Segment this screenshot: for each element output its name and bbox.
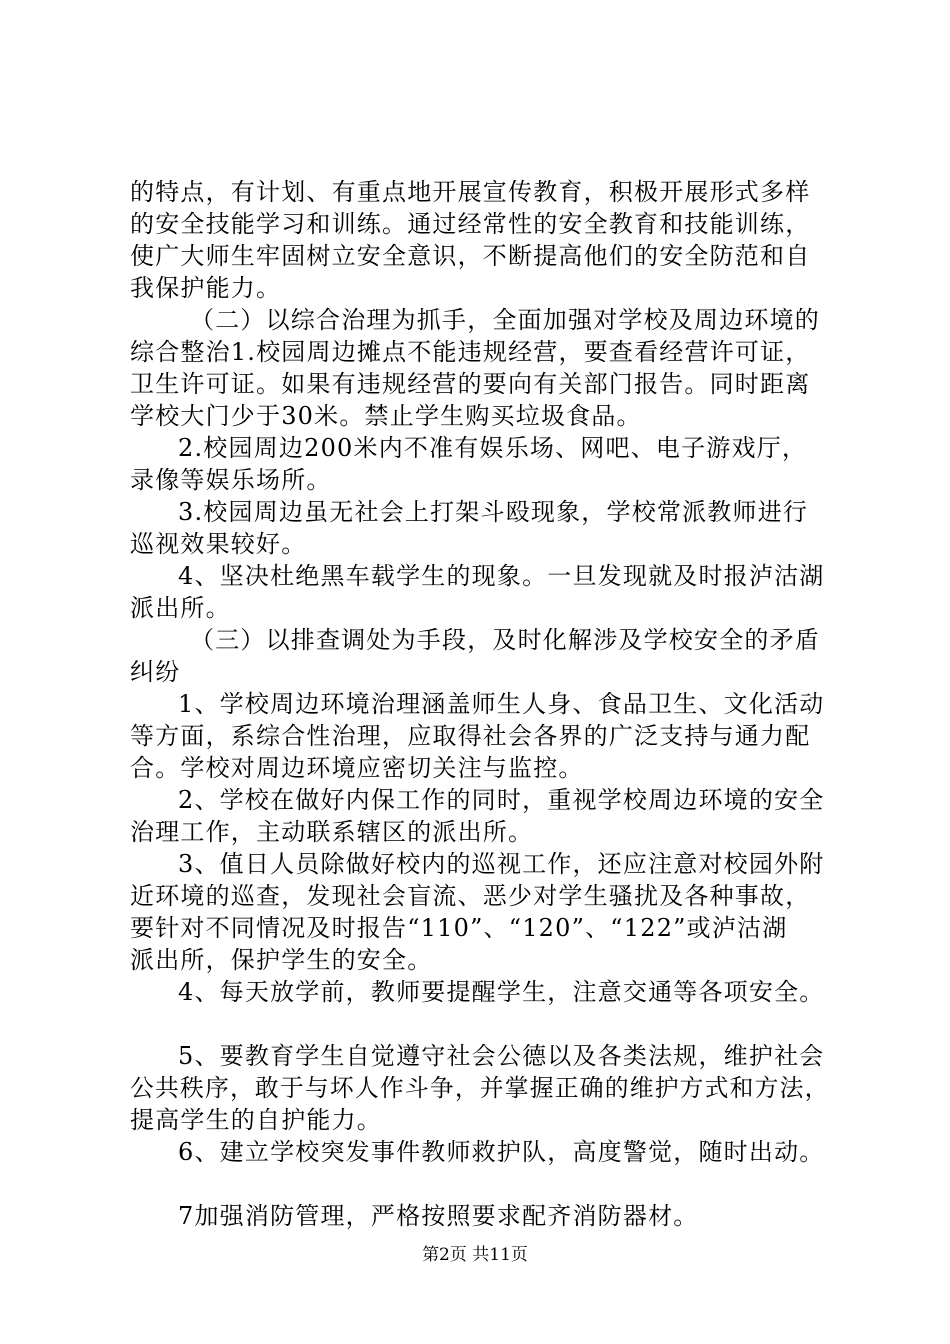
text-line: 1、学校周边环境治理涵盖师生人身、食品卫生、文化活动 [178,690,825,718]
text-line: 3.校园周边虽无社会上打架斗殴现象，学校常派教师进行 [178,498,809,526]
section-heading: （三）以排查调处为手段，及时化解涉及学校安全的矛盾 [190,626,820,654]
text-line: 学校大门少于30米。禁止学生购买垃圾食品。 [130,402,642,430]
text-line: 的安全技能学习和训练。通过经常性的安全教育和技能训练， [130,210,811,238]
text-line: 等方面，系综合性治理，应取得社会各界的广泛支持与通力配 [130,722,811,750]
text-line: 卫生许可证。如果有违规经营的要向有关部门报告。同时距离 [130,370,811,398]
text-line: 5、要教育学生自觉遵守社会公德以及各类法规，维护社会 [178,1042,825,1070]
text-line: 4、坚决杜绝黑车载学生的现象。一旦发现就及时报泸沽湖 [178,562,825,590]
text-line: 我保护能力。 [130,274,282,302]
text-line: 合。学校对周边环境应密切关注与监控。 [130,754,584,782]
text-line: 派出所。 [130,594,231,622]
text-line: 3、值日人员除做好校内的巡视工作，还应注意对校园外附 [178,850,825,878]
text-line: 的特点，有计划、有重点地开展宣传教育，积极开展形式多样 [130,178,811,206]
text-line: 纠纷 [130,658,181,686]
text-line: 巡视效果较好。 [130,530,307,558]
text-line: 4、每天放学前，教师要提醒学生，注意交通等各项安全。 [178,978,825,1006]
text-line: 综合整治1.校园周边摊点不能违规经营，要查看经营许可证， [130,338,811,366]
text-line: 2.校园周边200米内不准有娱乐场、网吧、电子游戏厅， [178,434,808,462]
text-line: 提高学生的自护能力。 [130,1106,382,1134]
text-line: 2、学校在做好内保工作的同时，重视学校周边环境的安全 [178,786,825,814]
text-line: 录像等娱乐场所。 [130,466,332,494]
text-line: 使广大师生牢固树立安全意识，不断提高他们的安全防范和自 [130,242,811,270]
text-line: 要针对不同情况及时报告“110”、“120”、“122”或泸沽湖 [130,914,788,942]
section-heading: （二）以综合治理为抓手，全面加强对学校及周边环境的 [190,306,820,334]
text-line: 7加强消防管理，严格按照要求配齐消防器材。 [178,1202,699,1230]
page-footer: 第2页 共11页 [422,1245,528,1265]
text-line: 6、建立学校突发事件教师救护队，高度警觉，随时出动。 [178,1138,825,1166]
text-line: 公共秩序，敢于与坏人作斗争，并掌握正确的维护方式和方法， [130,1074,830,1102]
text-line: 治理工作，主动联系辖区的派出所。 [130,818,534,846]
text-line: 派出所，保护学生的安全。 [130,946,433,974]
text-line: 近环境的巡查，发现社会盲流、恶少对学生骚扰及各种事故， [130,882,811,910]
